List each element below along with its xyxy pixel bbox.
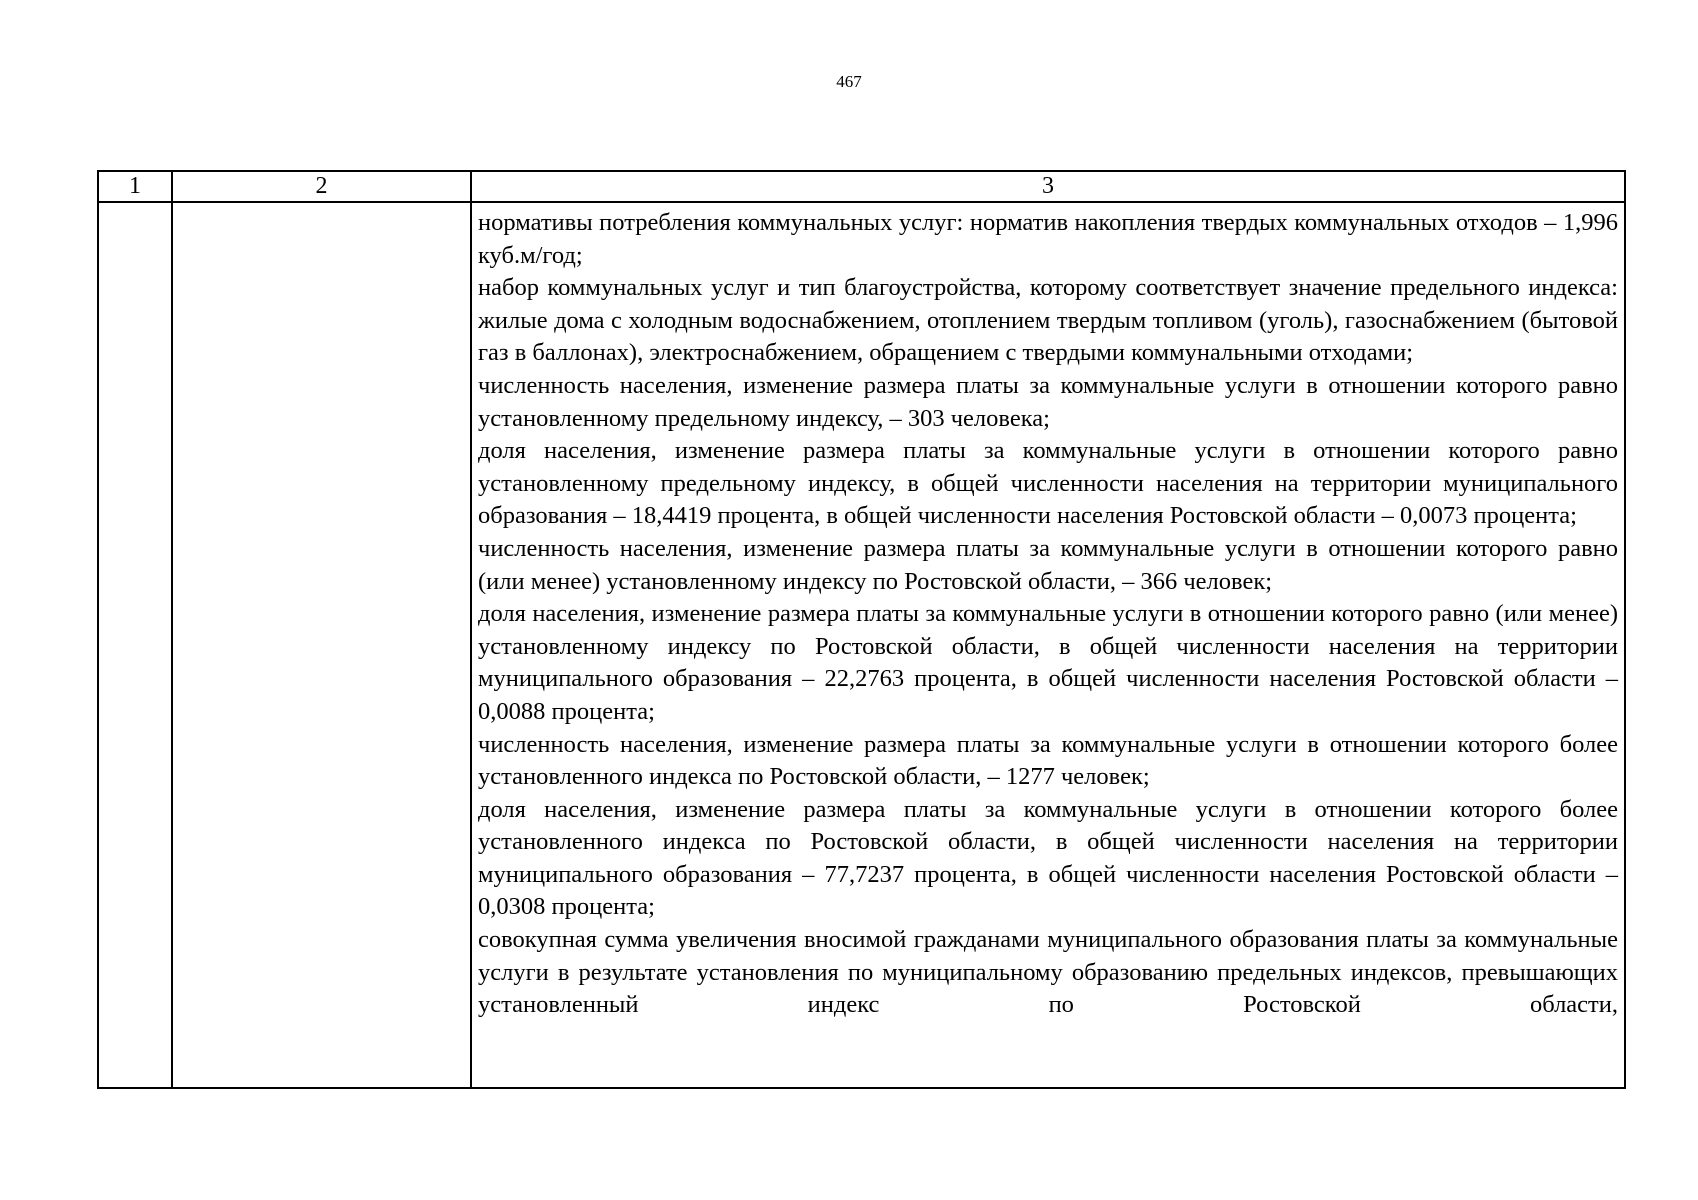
paragraph-population-more: численность населения, изменение размера платы за коммунальные услуги в отношении которого более установленного индекса по Ростовской области, – 1277 человек;: [478, 730, 1618, 791]
document-table: [97, 170, 1626, 1089]
paragraph-utility-set: набор коммунальных услуг и тип благоустройства, которому соответствует значение предельного индекса: жилые дома с холодным водоснабжением, отоплением твердым топливом (уголь), газоснабжением (бытовой газ в баллонах), электроснабжением, обращением с твердыми коммунальными отходами;: [478, 274, 1618, 367]
page-number: 467: [836, 72, 862, 91]
cell-col3: [471, 202, 1625, 1088]
paragraph-population-equal: численность населения, изменение размера платы за коммунальные услуги в отношении которого равно установленному предельному индексу, – 303 человека;: [478, 371, 1618, 432]
paragraph-consumption-norms: нормативы потребления коммунальных услуг: норматив накопления твердых коммунальных отходов – 1,996 куб.м/год;: [478, 209, 1618, 269]
paragraph-total-increase: совокупная сумма увеличения вносимой гражданами муниципального образования платы за коммунальные услуги в результате установления по муниципальному образованию предельных индексов, превышающих установленный индекс по Ростовской области,: [478, 926, 1618, 1019]
cell-col1: [98, 202, 172, 1088]
paragraph-share-equal: доля населения, изменение размера платы за коммунальные услуги в отношении которого равно установленному предельному индексу, в общей численности населения на территории муниципального образования – 18,4419 процента, в общей численности населения Ростовской области – 0,0073 процента;: [478, 437, 1618, 530]
table-row: [98, 202, 1625, 1088]
paragraph-share-more: доля населения, изменение размера платы за коммунальные услуги в отношении которого более установленного индекса по Ростовской области, в общей численности населения на территории муниципального образования – 77,7237 процента, в общей численности населения Ростовской области – 0,0308 процента;: [478, 795, 1618, 921]
paragraph-population-equal-or-less: численность населения, изменение размера платы за коммунальные услуги в отношении которого равно (или менее) установленному индексу по Ростовской области, – 366 человек;: [478, 534, 1618, 595]
cell-col2: [172, 202, 471, 1088]
column-header-1: 1: [98, 171, 172, 202]
column-header-3: 3: [471, 171, 1625, 202]
column-header-2: 2: [172, 171, 471, 202]
paragraph-share-equal-or-less: доля населения, изменение размера платы за коммунальные услуги в отношении которого равно (или менее) установленному индексу по Ростовской области, в общей численности населения на территории муниципального образования – 22,2763 процента, в общей численности населения Ростовской области – 0,0088 процента;: [478, 600, 1618, 725]
table-header-row: [98, 171, 1625, 202]
